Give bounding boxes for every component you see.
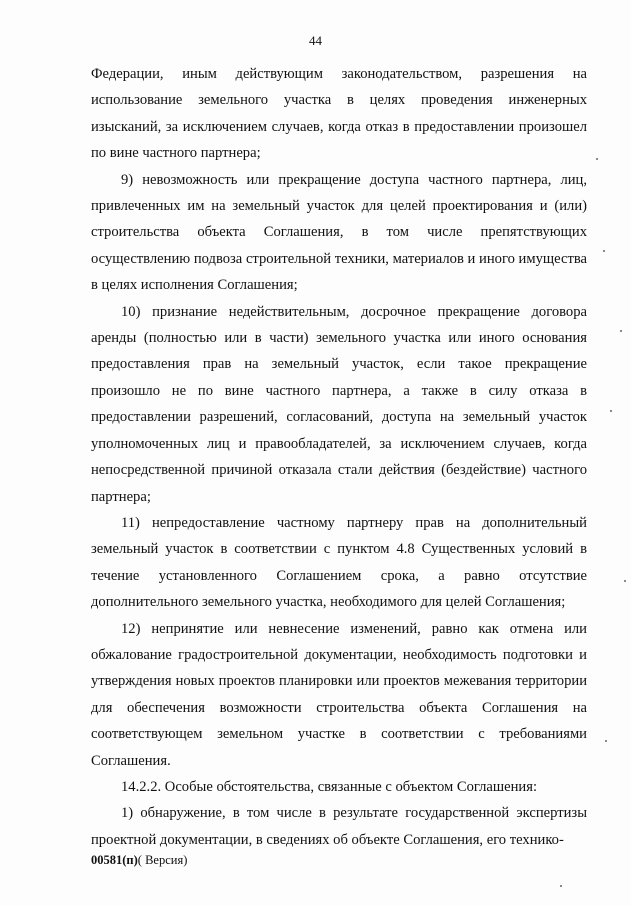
page-number: 44 [309,33,322,48]
paragraph-item-12: 12) непринятие или невнесение изменений, равно как отмена или обжалование градостроительной документации, необходимость подготовки и утверждения новых проектов планировки или проектов межевания территории для обеспечения возможности строительства объекта Соглашения на соответствующем земельном участке в соответствии с требованиями Соглашения. [91,620,587,769]
document-version: ( Версия) [137,853,188,867]
scan-speck [560,885,562,887]
body-text [91,61,587,853]
paragraph-item-1: 1) обнаружение, в том числе в результате государственной экспертизы проектной документации, в сведениях об объекте Соглашения, его технико- [91,805,587,848]
scan-speck [610,410,612,412]
scan-speck [605,740,607,742]
document-footer [91,853,187,868]
document-code: 00581(п) [91,853,138,867]
scan-speck [620,330,622,332]
paragraph-item-9: 9) невозможность или прекращение доступа частного партнера, лиц, привлеченных им на земельный участок для целей проектирования и (или) строительства объекта Соглашения, в том числе препятствующих осуществлению подвоза строительной техники, материалов и иного имущества в целях исполнения Соглашения; [91,171,587,294]
scan-speck [596,158,598,160]
paragraph-item-10: 10) признание недействительным, досрочное прекращение договора аренды (полностью или в части) земельного участка или иного основания предоставления прав на земельный участок, если такое прекращение произошло не по вине частного партнера, а также в силу отказа в предоставлении разрешений, согласований, доступа на земельный участок уполномоченных лиц и правообладателей, за исключением случаев, когда непосредственной причиной отказала стали действия (бездействие) частного партнера; [91,303,587,505]
scan-speck [603,250,605,252]
section-heading-14-2-2: 14.2.2. Особые обстоятельства, связанные с объектом Соглашения: [121,778,537,795]
paragraph-item-11: 11) непредоставление частному партнеру прав на дополнительный земельный участок в соответствии с пунктом 4.8 Существенных условий в течение установленного Соглашением срока, а равно отсутствие дополнительного земельного участка, необходимого для целей Соглашения; [91,514,587,611]
scan-speck [624,580,626,582]
paragraph-continuation: Федерации, иным действующим законодательством, разрешения на использование земельного участка в целях проведения инженерных изысканий, за исключением случаев, когда отказ в предоставлении произошел по вине частного партнера; [91,66,587,162]
